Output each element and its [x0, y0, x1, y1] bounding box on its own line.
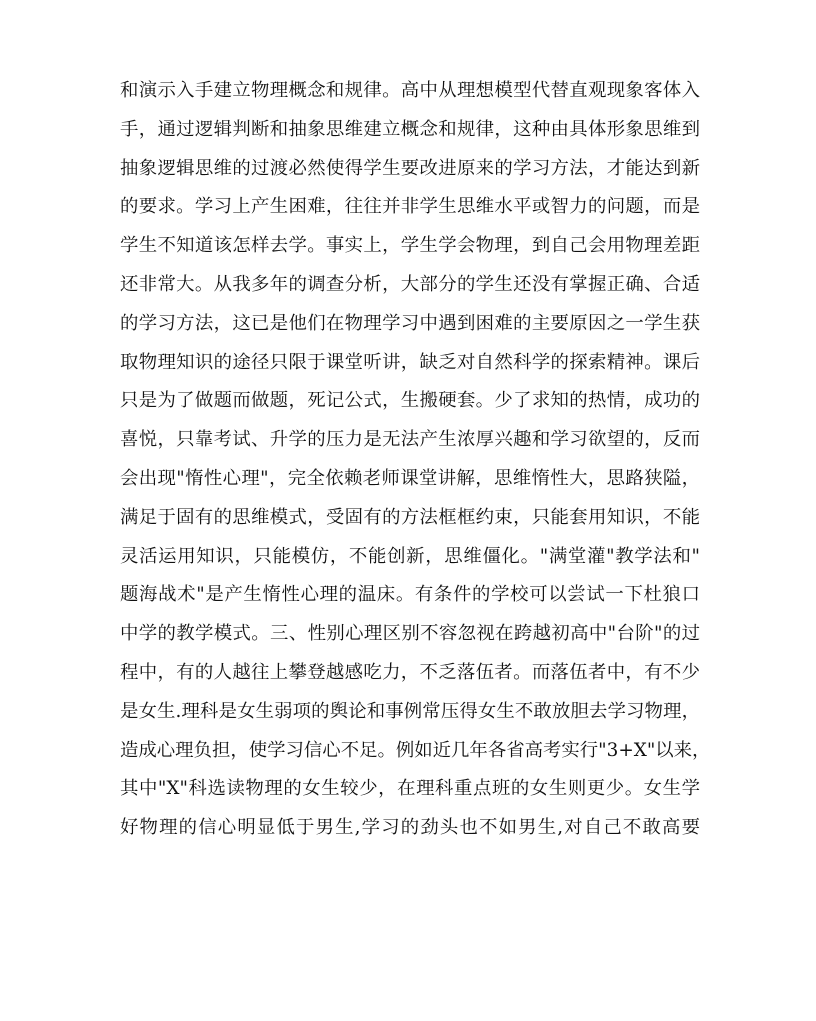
- text-line: 抽象逻辑思维的过渡必然使得学生要改进原来的学习方法，才能达到新: [120, 157, 700, 179]
- text-line: 是女生.理科是女生弱项的舆论和事例常压得女生不敢放胆去学习物理，: [120, 700, 700, 722]
- text-line: 中学的教学模式。三、性别心理区别不容忽视在跨越初高中"台阶"的过: [120, 623, 700, 645]
- text-line: 题海战术"是产生惰性心理的温床。有条件的学校可以尝试一下杜狼口: [120, 584, 700, 606]
- text-line: 取物理知识的途径只限于课堂听讲，缺乏对自然科学的探索精神。课后: [120, 351, 700, 373]
- text-line: 喜悦，只靠考试、升学的压力是无法产生浓厚兴趣和学习欲望的，反而: [120, 429, 700, 451]
- text-line: 造成心理负担，使学习信心不足。例如近几年各省高考实行"3+X"以来，: [120, 739, 711, 761]
- text-line: 手，通过逻辑判断和抽象思维建立概念和规律，这种由具体形象思维到: [120, 118, 700, 140]
- text-line: 好物理的信心明显低于男生,学习的劲头也不如男生,对自己不敢高要: [120, 817, 700, 839]
- body-paragraph: [120, 72, 711, 848]
- text-line: 的学习方法，这已是他们在物理学习中遇到困难的主要原因之一学生获: [120, 312, 700, 334]
- text-line: 和演示入手建立物理概念和规律。高中从理想模型代替直观现象客体入: [120, 80, 700, 101]
- text-line: 会出现"惰性心理"，完全依赖老师课堂讲解，思维惰性大，思路狭隘，: [120, 467, 700, 489]
- text-line: 程中，有的人越往上攀登越感吃力，不乏落伍者。而落伍者中，有不少: [120, 661, 700, 683]
- text-line: 只是为了做题而做题，死记公式，生搬硬套。少了求知的热情，成功的: [120, 390, 700, 412]
- text-line: 学生不知道该怎样去学。事实上，学生学会物理，到自己会用物理差距: [120, 235, 700, 257]
- text-line: 还非常大。从我多年的调查分析，大部分的学生还没有掌握正确、合适: [120, 273, 700, 295]
- text-line: 满足于固有的思维模式，受固有的方法框框约束，只能套用知识，不能: [120, 506, 700, 528]
- text-line: 其中"X"科选读物理的女生较少，在理科重点班的女生则更少。女生学: [120, 778, 700, 800]
- text-line: 灵活运用知识，只能模仿，不能创新，思维僵化。"满堂灌"教学法和": [120, 545, 700, 567]
- text-line: 的要求。学习上产生困难，往往并非学生思维水平或智力的问题，而是: [120, 196, 700, 218]
